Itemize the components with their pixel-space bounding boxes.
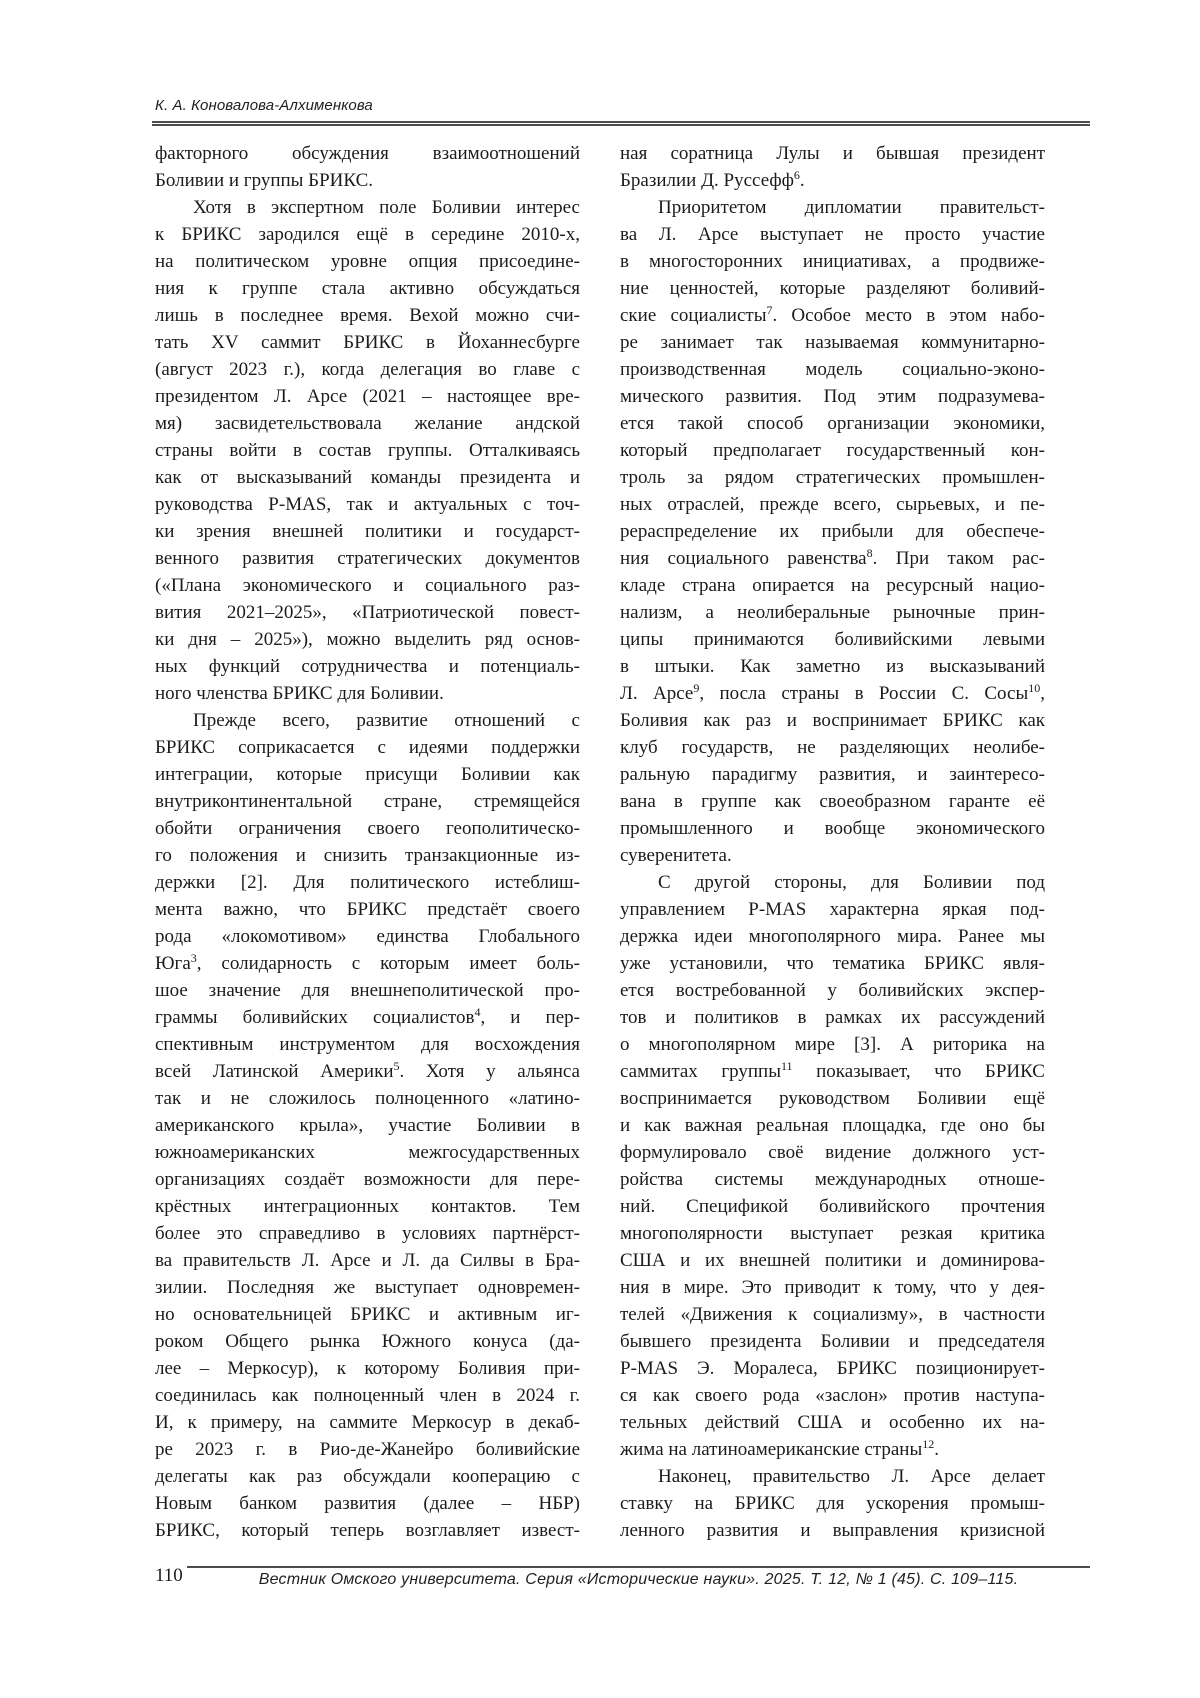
text-line: внутриконтинентальной стране, стремящейся <box>155 791 580 812</box>
text-line: многополярности выступает резкая критика <box>620 1223 1045 1244</box>
text-line: ний. Спецификой боливийского прочтения <box>620 1196 1045 1217</box>
text-line: тать XV саммит БРИКС в Йоханнесбурге <box>155 332 580 353</box>
text-line: ки дня – 2025»), можно выделить ряд основ- <box>155 629 580 650</box>
text-line: граммы боливийских социалистов$^4$, и пер- <box>155 1005 580 1028</box>
column-left <box>155 140 580 1544</box>
text-line: организациях создаёт возможности для пере- <box>155 1169 580 1190</box>
text-line: жима на латиноамериканские страны$^{12}$. <box>620 1437 939 1460</box>
text-line: го положения и снизить транзакционные из- <box>155 845 580 866</box>
text-line: ется востребованной у боливийских экспер- <box>620 980 1045 1001</box>
text-line: ния в мире. Это приводит к тому, что у дея- <box>620 1277 1045 1298</box>
text-line: производственная модель социально-эконо- <box>620 359 1045 380</box>
paragraph <box>620 1463 1045 1544</box>
text-line: интеграции, которые присущи Боливии как <box>155 764 580 785</box>
text-line: венного развития стратегических документов <box>155 548 580 569</box>
text-line: США и их внешней политики и доминирова- <box>620 1250 1045 1271</box>
text-line: нализм, а неолиберальные рыночные прин- <box>620 602 1045 623</box>
text-line: мического развития. Под этим подразумева- <box>620 386 1045 407</box>
paragraph <box>620 869 1045 1463</box>
text-line: держка идеи многополярного мира. Ранее мы <box>620 926 1045 947</box>
page-number: 110 <box>155 1565 183 1586</box>
paragraph <box>155 140 580 194</box>
text-line: Боливии и группы БРИКС. <box>155 170 373 191</box>
text-line: лее – Меркосур), к которому Боливия при- <box>155 1358 580 1379</box>
text-line: клуб государств, не разделяющих неолибе- <box>620 737 1045 758</box>
text-line: ципы принимаются боливийскими левыми <box>620 629 1045 650</box>
text-line: мя) засвидетельствовала желание андской <box>155 413 580 434</box>
text-line: который предполагает государственный кон- <box>620 440 1045 461</box>
text-line: Юга$^3$, солидарность с которым имеет боль- <box>155 951 580 974</box>
text-line: С другой стороны, для Боливии под <box>658 872 1045 893</box>
text-line: БРИКС, который теперь возглавляет извест- <box>155 1520 580 1541</box>
text-line: Новым банком развития (далее – НБР) <box>155 1493 580 1514</box>
text-line: Боливия как раз и воспринимает БРИКС как <box>620 710 1045 731</box>
footnote-marker: 4 <box>474 1005 481 1019</box>
text-line: саммитах группы$^{11}$ показывает, что БРИКС <box>620 1059 1045 1082</box>
text-line: троль за рядом стратегических промышлен- <box>620 467 1045 488</box>
text-line: ние ценностей, которые разделяют боливий- <box>620 278 1045 299</box>
text-line: ки зрения внешней политики и государст- <box>155 521 580 542</box>
paragraph <box>155 707 580 1544</box>
text-line: держки [2]. Для политического истеблиш- <box>155 872 580 893</box>
text-line: управлением P-MAS характерна яркая под- <box>620 899 1045 920</box>
text-line: ральную парадигму развития, и заинтересо- <box>620 764 1045 785</box>
article-body <box>155 140 1045 1544</box>
text-line: ных функций сотрудничества и потенциаль- <box>155 656 580 677</box>
text-line: как от высказываний команды президента и <box>155 467 580 488</box>
text-line: делегаты как раз обсуждали кооперацию с <box>155 1466 580 1487</box>
footnote-marker: 11 <box>781 1059 793 1073</box>
text-line: к БРИКС зародился ещё в середине 2010-х, <box>155 224 580 245</box>
footnote-marker: 10 <box>1028 681 1041 695</box>
text-line: бывшего президента Боливии и председателя <box>620 1331 1045 1352</box>
text-line: и как важная реальная площадка, где оно бы <box>620 1115 1045 1136</box>
text-line: лишь в последнее время. Вехой можно счи- <box>155 305 580 326</box>
text-line: американского крыла», участие Боливии в <box>155 1115 580 1136</box>
footnote-marker: 8 <box>866 546 873 560</box>
text-line: промышленного и вообще экономического <box>620 818 1045 839</box>
text-line: в многосторонних инициативах, а продвиже- <box>620 251 1045 272</box>
text-line: ские социалисты$^7$. Особое место в этом набо- <box>620 303 1045 326</box>
text-line: суверенитета. <box>620 845 732 866</box>
text-line: ется такой способ организации экономики, <box>620 413 1045 434</box>
footnote-marker: 5 <box>393 1059 400 1073</box>
text-line: ройства системы международных отноше- <box>620 1169 1045 1190</box>
text-line: уже установили, что тематика БРИКС явля- <box>620 953 1045 974</box>
text-line: ного членства БРИКС для Боливии. <box>155 683 444 704</box>
text-line: ре 2023 г. в Рио-де-Жанейро боливийские <box>155 1439 580 1460</box>
header-rule <box>152 121 1090 126</box>
text-line: обойти ограничения своего геополитическо- <box>155 818 580 839</box>
text-line: воспринимается руководством Боливии ещё <box>620 1088 1045 1109</box>
text-line: вития 2021–2025», «Патриотической повест- <box>155 602 580 623</box>
text-line: Бразилии Д. Руссефф$^6$. <box>620 168 805 191</box>
footer-rule <box>187 1566 1090 1568</box>
text-line: ния социального равенства$^8$. При таком рас- <box>620 546 1045 569</box>
column-right <box>620 140 1045 1544</box>
text-line: тов и политиков в рамках их рассуждений <box>620 1007 1045 1028</box>
footnote-marker: 3 <box>190 951 197 965</box>
text-line: Приоритетом дипломатии правительст- <box>658 197 1045 218</box>
text-line: ва правительств Л. Арсе и Л. да Силвы в Бра- <box>155 1250 580 1271</box>
text-line: Прежде всего, развитие отношений с <box>193 710 580 731</box>
text-line: на политическом уровне опция присоедине- <box>155 251 580 272</box>
footnote-marker: 9 <box>693 681 700 695</box>
footnote-marker: 12 <box>922 1437 935 1451</box>
text-line: южноамериканских межгосударственных <box>155 1142 580 1163</box>
text-line: президентом Л. Арсе (2021 – настоящее вре- <box>155 386 580 407</box>
text-line: («Плана экономического и социального раз- <box>155 575 580 596</box>
text-line: ся как своего рода «заслон» против наступа- <box>620 1385 1045 1406</box>
paragraph <box>620 194 1045 869</box>
text-line: рераспределение их прибыли для обеспече- <box>620 521 1045 542</box>
text-line: тельных действий США и особенно их на- <box>620 1412 1045 1433</box>
text-line: ва Л. Арсе выступает не просто участие <box>620 224 1045 245</box>
text-line: Л. Арсе$^9$, посла страны в России С. Сосы$^{10}$, <box>620 681 1045 704</box>
text-line: Наконец, правительство Л. Арсе делает <box>658 1466 1045 1487</box>
text-line: мента важно, что БРИКС предстаёт своего <box>155 899 580 920</box>
paragraph <box>155 194 580 707</box>
text-line: зилии. Последняя же выступает одновремен- <box>155 1277 580 1298</box>
text-line: формулировало своё видение должного уст- <box>620 1142 1045 1163</box>
text-line: ставку на БРИКС для ускорения промыш- <box>620 1493 1045 1514</box>
text-line: ная соратница Лулы и бывшая президент <box>620 143 1045 164</box>
text-line: ленного развития и выправления кризисной <box>620 1520 1045 1541</box>
text-line: роком Общего рынка Южного конуса (да- <box>155 1331 580 1352</box>
text-line: руководства P-MAS, так и актуальных с точ- <box>155 494 580 515</box>
text-line: о многополярном мире [3]. А риторика на <box>620 1034 1045 1055</box>
running-head-author: К. А. Коновалова-Алхименкова <box>155 97 373 114</box>
text-line: ных отраслей, прежде всего, сырьевых, и пе- <box>620 494 1045 515</box>
text-line: (август 2023 г.), когда делегация во главе с <box>155 359 580 380</box>
text-line: крёстных интеграционных контактов. Тем <box>155 1196 580 1217</box>
text-line: соединилась как полноценный член в 2024 г. <box>155 1385 580 1406</box>
text-line: И, к примеру, на саммите Меркосур в декаб- <box>155 1412 580 1433</box>
paragraph <box>620 140 1045 194</box>
footnote-marker: 7 <box>766 303 773 317</box>
text-line: факторного обсуждения взаимоотношений <box>155 143 580 164</box>
text-line: ния к группе стала активно обсуждаться <box>155 278 580 299</box>
text-line: в штыки. Как заметно из высказываний <box>620 656 1045 677</box>
text-line: всей Латинской Америки$^5$. Хотя у альянса <box>155 1059 580 1082</box>
footnote-marker: 6 <box>793 168 800 182</box>
text-line: так и не сложилось полноценного «латино- <box>155 1088 580 1109</box>
text-line: более это справедливо в условиях партнёрст- <box>155 1223 580 1244</box>
journal-reference: Вестник Омского университета. Серия «Исторические науки». 2025. Т. 12, № 1 (45). С. 109–115. <box>258 1571 1019 1588</box>
text-line: рода «локомотивом» единства Глобального <box>155 926 580 947</box>
text-line: вана в группе как своеобразном гаранте её <box>620 791 1045 812</box>
text-line: телей «Движения к социализму», в частности <box>620 1304 1045 1325</box>
text-line: БРИКС соприкасается с идеями поддержки <box>155 737 580 758</box>
text-line: шое значение для внешнеполитической про- <box>155 980 580 1001</box>
text-line: но основательницей БРИКС и активным иг- <box>155 1304 580 1325</box>
text-line: Хотя в экспертном поле Боливии интерес <box>193 197 580 218</box>
text-line: P-MAS Э. Моралеса, БРИКС позиционирует- <box>620 1358 1045 1379</box>
text-line: кладе страна опирается на ресурсный нацио- <box>620 575 1045 596</box>
text-line: ре занимает так называемая коммунитарно- <box>620 332 1045 353</box>
text-line: страны войти в состав группы. Отталкиваясь <box>155 440 580 461</box>
text-line: спективным инструментом для восхождения <box>155 1034 580 1055</box>
